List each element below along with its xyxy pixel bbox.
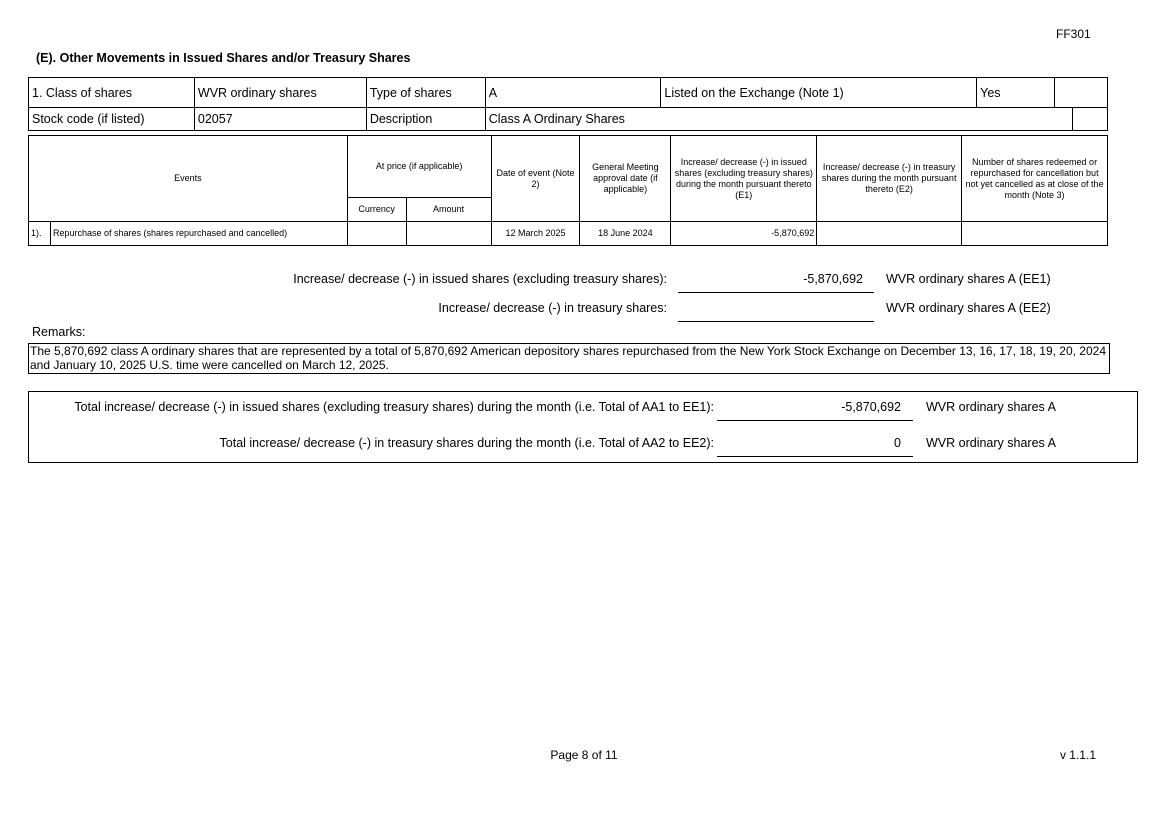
row-e1: -5,870,692 (671, 222, 817, 246)
header-date-of-event: Date of event (Note 2) (491, 136, 580, 222)
description-value: Class A Ordinary Shares (485, 108, 1072, 131)
header-increase-treasury: Increase/ decrease (-) in treasury shares during the month pursuant thereto (E2) (817, 136, 962, 222)
summary-issued-label: Increase/ decrease (-) in issued shares (excluding treasury shares): (293, 272, 667, 286)
events-table (28, 135, 1108, 246)
total-issued-label: Total increase/ decrease (-) in issued shares (excluding treasury shares) during the month (i.e. Total of AA1 to EE1): (74, 400, 714, 414)
total-treasury-line (717, 436, 913, 457)
total-treasury-label: Total increase/ decrease (-) in treasury shares during the month (i.e. Total of AA2 to EE2): (219, 436, 714, 450)
stock-code-label: Stock code (if listed) (29, 108, 195, 131)
class-of-shares-label: 1. Class of shares (29, 78, 195, 108)
total-issued-unit: WVR ordinary shares A (926, 400, 1056, 414)
stock-code-value: 02057 (194, 108, 366, 131)
form-code: FF301 (1056, 27, 1091, 41)
row-amount (406, 222, 491, 246)
row-gm-date: 18 June 2024 (580, 222, 671, 246)
description-empty-cell (1073, 108, 1108, 131)
listed-empty-cell (1055, 78, 1108, 108)
summary-treasury-line (678, 301, 874, 322)
header-general-meeting: General Meeting approval date (if applicable) (580, 136, 671, 222)
row-e2 (817, 222, 962, 246)
header-currency: Currency (347, 198, 406, 222)
header-increase-issued: Increase/ decrease (-) in issued shares (excluding treasury shares) during the month pursuant thereto (E1) (671, 136, 817, 222)
remarks-label: Remarks: (32, 325, 86, 339)
header-events: Events (29, 136, 348, 222)
row-currency (347, 222, 406, 246)
remarks-text: The 5,870,692 class A ordinary shares that are represented by a total of 5,870,692 American depository shares repurchased from the New York Stock Exchange on December 13, 16, 17, 18, 19, 20, 2024 and January 10, 2025 U.S. time were cancelled on March 12, 2025. (28, 343, 1110, 374)
listed-label: Listed on the Exchange (Note 1) (661, 78, 977, 108)
header-amount: Amount (406, 198, 491, 222)
summary-issued-value: -5,870,692 (803, 272, 863, 286)
header-at-price: At price (if applicable) (347, 136, 491, 198)
description-label: Description (366, 108, 485, 131)
row-event: Repurchase of shares (shares repurchased and cancelled) (50, 222, 347, 246)
summary-treasury-unit: WVR ordinary shares A (EE2) (886, 301, 1051, 315)
total-issued-value: -5,870,692 (841, 400, 901, 414)
listed-value: Yes (977, 78, 1055, 108)
type-of-shares-value: A (485, 78, 661, 108)
total-treasury-value: 0 (894, 436, 901, 450)
section-title: (E). Other Movements in Issued Shares and/or Treasury Shares (36, 51, 411, 65)
summary-issued-unit: WVR ordinary shares A (EE1) (886, 272, 1051, 286)
row-index: 1). (29, 222, 51, 246)
header-redeemed: Number of shares redeemed or repurchased for cancellation but not yet cancelled as at close of the month (Note 3) (962, 136, 1108, 222)
row-redeemed (962, 222, 1108, 246)
page-number: Page 8 of 11 (550, 748, 618, 762)
share-info-table (28, 77, 1108, 131)
class-of-shares-value: WVR ordinary shares (194, 78, 366, 108)
version-label: v 1.1.1 (1059, 748, 1096, 762)
type-of-shares-label: Type of shares (366, 78, 485, 108)
row-date: 12 March 2025 (491, 222, 580, 246)
table-row (29, 222, 1108, 246)
summary-treasury-label: Increase/ decrease (-) in treasury shares: (438, 301, 667, 315)
total-treasury-unit: WVR ordinary shares A (926, 436, 1056, 450)
